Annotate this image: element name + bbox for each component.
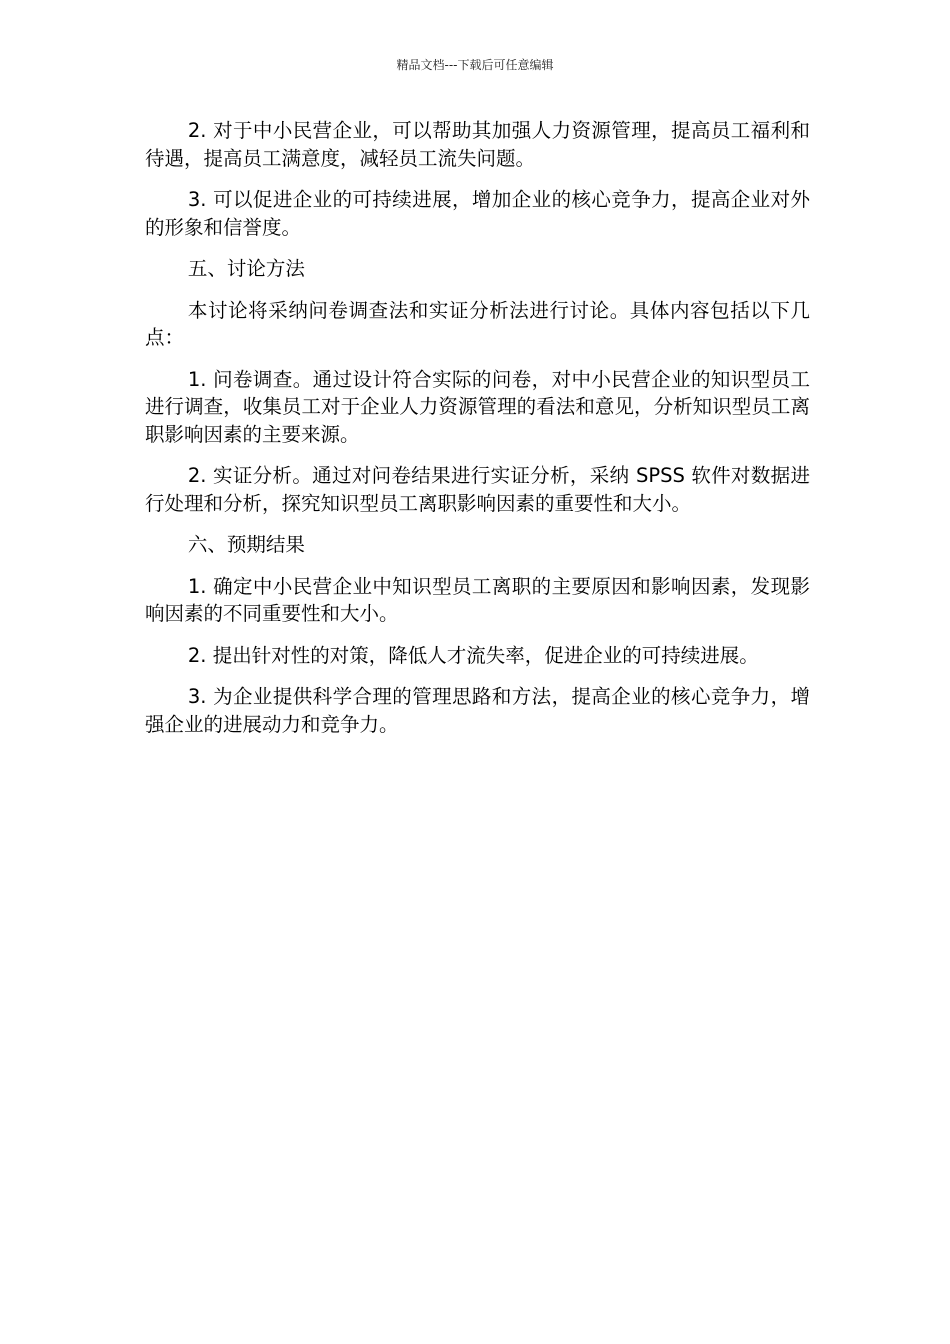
- paragraph-result-1: 1. 确定中小民营企业中知识型员工离职的主要原因和影响因素，发现影响因素的不同重要性和大小。: [145, 574, 810, 625]
- document-body: [145, 117, 810, 752]
- paragraph-methods-intro: 本讨论将采纳问卷调查法和实证分析法进行讨论。具体内容包括以下几点：: [145, 298, 810, 349]
- paragraph-result-2: 2. 提出针对性的对策，降低人才流失率，促进企业的可持续进展。: [187, 643, 759, 667]
- section-heading-methods: 五、讨论方法: [187, 257, 305, 280]
- paragraph-benefit-3: 3. 可以促进企业的可持续进展，增加企业的核心竞争力，提高企业对外的形象和信誉度。: [145, 188, 810, 239]
- paragraph-benefit-2: 2. 对于中小民营企业，可以帮助其加强人力资源管理，提高员工福利和待遇，提高员工满意度，减轻员工流失问题。: [145, 119, 810, 170]
- page-header: 精品文档---下载后可任意编辑: [396, 58, 554, 72]
- paragraph-method-2: 2. 实证分析。通过对问卷结果进行实证分析，采纳 SPSS 软件对数据进行处理和分析，探究知识型员工离职影响因素的重要性和大小。: [145, 464, 810, 515]
- paragraph-method-1: 1. 问卷调查。通过设计符合实际的问卷，对中小民营企业的知识型员工进行调查，收集员工对于企业人力资源管理的看法和意见，分析知识型员工离职影响因素的主要来源。: [145, 367, 810, 446]
- section-heading-results: 六、预期结果: [187, 533, 305, 556]
- paragraph-result-3: 3. 为企业提供科学合理的管理思路和方法，提高企业的核心竞争力，增强企业的进展动力和竞争力。: [145, 685, 810, 736]
